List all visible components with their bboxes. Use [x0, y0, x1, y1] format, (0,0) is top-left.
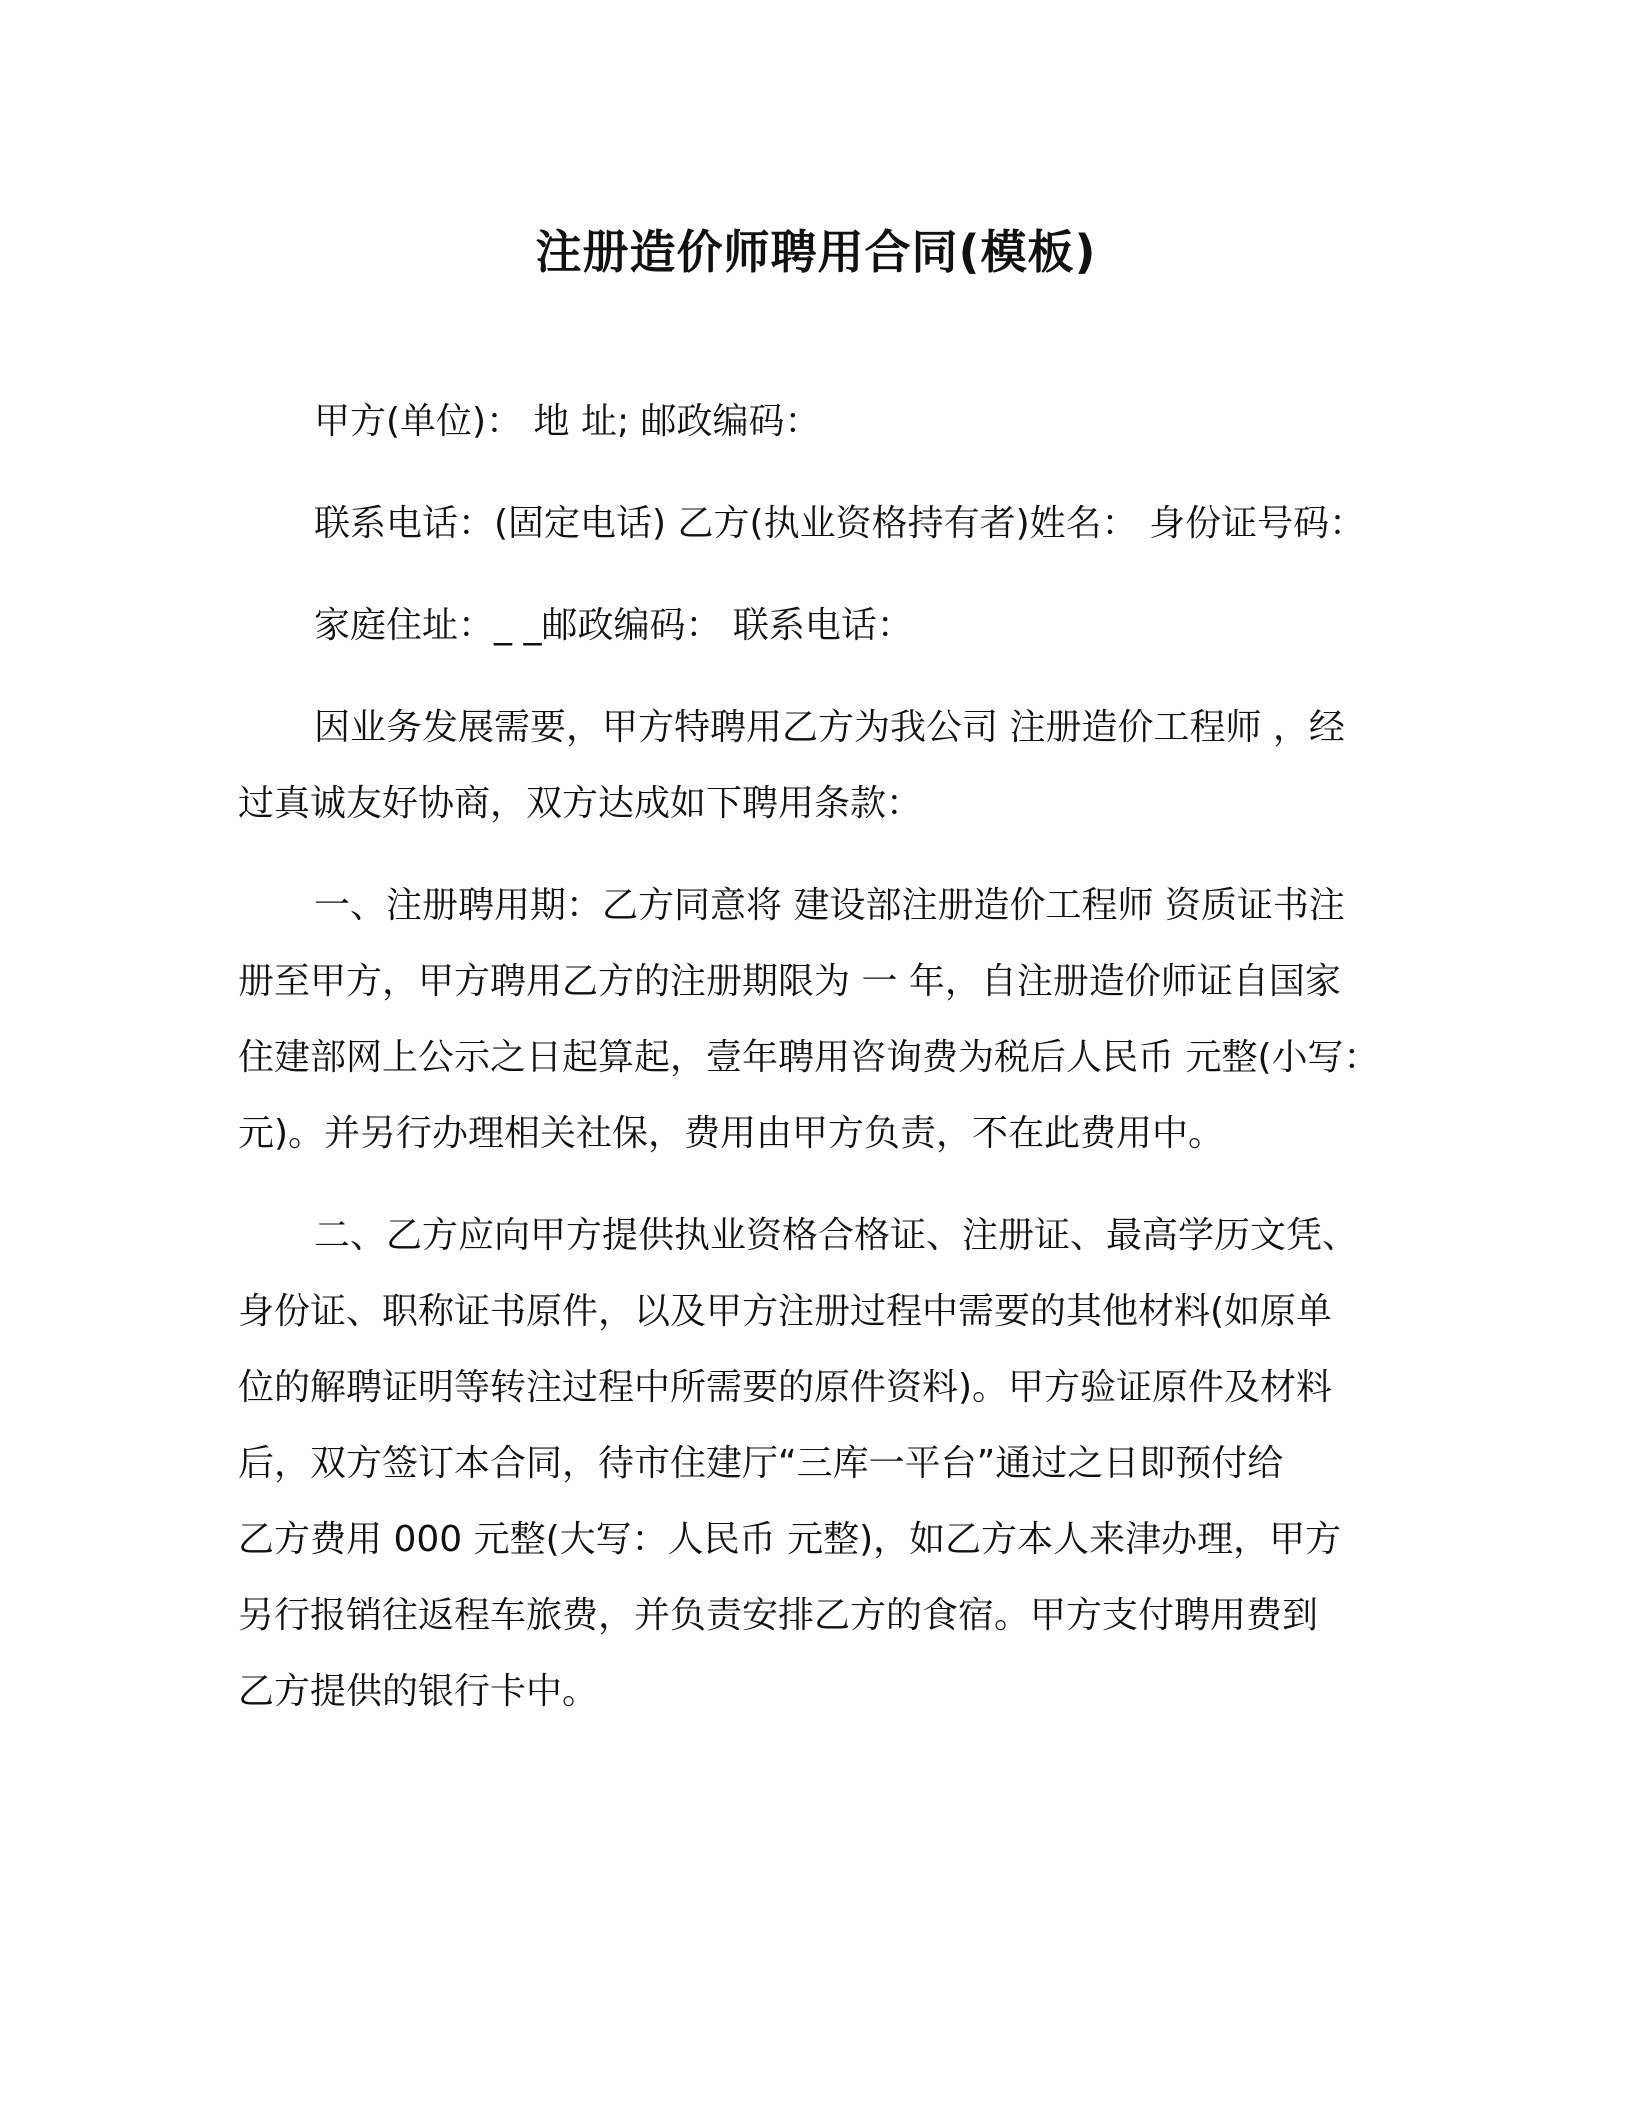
clause-1-line: 册至甲方，甲方聘用乙方的注册期限为 一 年，自注册造价师证自国家	[238, 961, 1341, 1002]
address-line: 家庭住址：_ _邮政编码： 联系电话：	[314, 605, 913, 646]
contact-line: 联系电话：(固定电话) 乙方(执业资格持有者)姓名： 身份证号码：	[314, 503, 1366, 544]
clause-1-line: 元)。并另行办理相关社保，费用由甲方负责，不在此费用中。	[238, 1113, 1225, 1154]
clause-1-line: 一、注册聘用期：乙方同意将 建设部注册造价工程师 资质证书注	[314, 885, 1345, 926]
clause-2-line: 另行报销往返程车旅费，并负责安排乙方的食宿。甲方支付聘用费到	[238, 1595, 1319, 1636]
clause-1-line: 住建部网上公示之日起算起，壹年聘用咨询费为税后人民币 元整(小写：	[238, 1037, 1380, 1078]
intro-paragraph-line: 过真诚友好协商，双方达成如下聘用条款：	[238, 783, 923, 824]
document-title: 注册造价师聘用合同(模板)	[535, 225, 1097, 279]
clause-2-line: 二、乙方应向甲方提供执业资格合格证、注册证、最高学历文凭、	[314, 1215, 1359, 1256]
clause-2-line: 乙方费用 000 元整(大写：人民币 元整)，如乙方本人来津办理，甲方	[238, 1519, 1342, 1560]
clause-2-line: 乙方提供的银行卡中。	[238, 1671, 599, 1712]
clause-2-line: 后，双方签订本合同，待市住建厅“三库一平台”通过之日即预付给	[238, 1443, 1284, 1484]
clause-2-line: 身份证、职称证书原件，以及甲方注册过程中需要的其他材料(如原单	[238, 1291, 1333, 1332]
party-a-line: 甲方(单位)： 地 址; 邮政编码：	[314, 401, 821, 442]
clause-2-line: 位的解聘证明等转注过程中所需要的原件资料)。甲方验证原件及材料	[238, 1367, 1333, 1408]
intro-paragraph-line: 因业务发展需要，甲方特聘用乙方为我公司 注册造价工程师 ，经	[314, 707, 1345, 748]
